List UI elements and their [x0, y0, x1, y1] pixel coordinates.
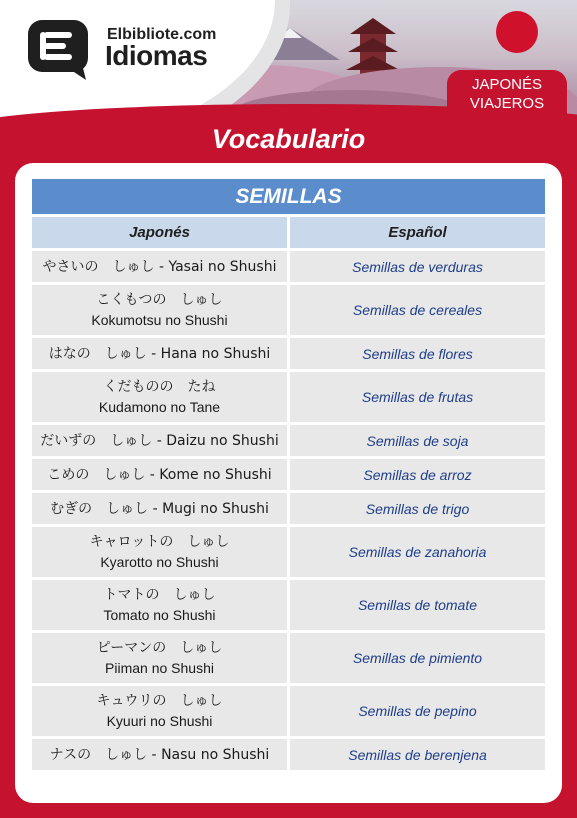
spanish-translation: Semillas de frutas	[361, 389, 474, 405]
spanish-translation: Semillas de verduras	[352, 258, 483, 275]
japanese-term: ピーマンの しゅし	[96, 640, 223, 656]
table-row	[32, 580, 545, 630]
spanish-translation: Semillas de pepino	[358, 703, 477, 719]
japanese-cell	[32, 285, 287, 335]
japanese-term: トマトの しゅし	[103, 587, 216, 603]
japanese-term: くだものの たね	[103, 379, 216, 395]
spanish-cell	[290, 739, 545, 770]
japanese-cell	[32, 686, 287, 736]
table-row	[32, 425, 545, 456]
column-header-japanese: Japonés	[32, 217, 287, 248]
spanish-cell	[290, 686, 545, 736]
spanish-translation: Semillas de cereales	[352, 302, 483, 318]
japanese-term: キュウリの しゅし	[96, 693, 223, 709]
japanese-cell	[32, 425, 287, 456]
table-row	[32, 527, 545, 577]
japanese-term: むぎの しゅし - Mugi no Shushi	[50, 500, 269, 517]
japanese-cell	[32, 493, 287, 524]
table-row	[32, 338, 545, 369]
romaji-term: Kokumotsu no Shushi	[91, 312, 228, 328]
spanish-translation: Semillas de flores	[362, 345, 473, 362]
table-title: SEMILLAS	[32, 179, 545, 214]
japanese-cell	[32, 633, 287, 683]
japanese-cell	[32, 739, 287, 770]
table-row	[32, 372, 545, 422]
spanish-translation: Semillas de soja	[366, 432, 469, 449]
japanese-cell	[32, 338, 287, 369]
table-body	[32, 251, 545, 770]
column-header-spanish: Español	[290, 217, 545, 248]
romaji-term: Piiman no Shushi	[105, 660, 214, 676]
japanese-cell	[32, 372, 287, 422]
section-title: Vocabulario	[211, 124, 366, 154]
spanish-cell	[290, 285, 545, 335]
table-row	[32, 251, 545, 282]
header	[0, 0, 577, 122]
audience-label: VIAJEROS	[469, 95, 545, 112]
spanish-translation: Semillas de berenjena	[348, 746, 487, 763]
table-row	[32, 285, 545, 335]
table-row	[32, 686, 545, 736]
language-tag	[447, 70, 567, 116]
spanish-translation: Semillas de tomate	[357, 597, 478, 613]
spanish-cell	[290, 527, 545, 577]
vocabulary-table	[32, 179, 545, 770]
table-row	[32, 633, 545, 683]
romaji-term: Kyuuri no Shushi	[106, 713, 213, 729]
table-row	[32, 739, 545, 770]
japanese-term: はなの しゅし - Hana no Shushi	[48, 345, 271, 362]
brand-site-name: Elbibliote.com	[107, 26, 217, 43]
language-label: JAPONÉS	[471, 76, 543, 93]
speech-bubble-e-logo-icon	[26, 18, 102, 82]
spanish-cell	[290, 580, 545, 630]
spanish-translation: Semillas de zanahoria	[348, 544, 487, 560]
romaji-term: Kyarotto no Shushi	[100, 554, 219, 570]
spanish-translation: Semillas de trigo	[365, 500, 470, 517]
japanese-cell	[32, 580, 287, 630]
japanese-term: ナスの しゅし - Nasu no Shushi	[49, 746, 270, 763]
spanish-translation: Semillas de arroz	[363, 466, 472, 483]
japanese-term: こくもつの しゅし	[96, 292, 223, 308]
vocabulary-card	[15, 163, 562, 803]
japanese-term: やさいの しゅし - Yasai no Shushi	[42, 258, 277, 275]
spanish-cell	[290, 425, 545, 456]
japanese-term: キャロットの しゅし	[89, 534, 230, 550]
spanish-cell	[290, 372, 545, 422]
japan-flag-icon	[496, 11, 538, 53]
japanese-term: こめの しゅし - Kome no Shushi	[47, 466, 272, 483]
spanish-cell	[290, 493, 545, 524]
brand-title: Idiomas	[105, 40, 208, 71]
japanese-cell	[32, 459, 287, 490]
japanese-cell	[32, 527, 287, 577]
spanish-cell	[290, 459, 545, 490]
spanish-cell	[290, 251, 545, 282]
japanese-cell	[32, 251, 287, 282]
table-row	[32, 493, 545, 524]
spanish-cell	[290, 338, 545, 369]
table-row	[32, 459, 545, 490]
spanish-cell	[290, 633, 545, 683]
table-header-row	[32, 217, 545, 248]
spanish-translation: Semillas de pimiento	[352, 650, 483, 666]
romaji-term: Kudamono no Tane	[98, 399, 221, 415]
japanese-term: だいずの しゅし - Daizu no Shushi	[40, 432, 279, 449]
romaji-term: Tomato no Shushi	[103, 607, 216, 623]
